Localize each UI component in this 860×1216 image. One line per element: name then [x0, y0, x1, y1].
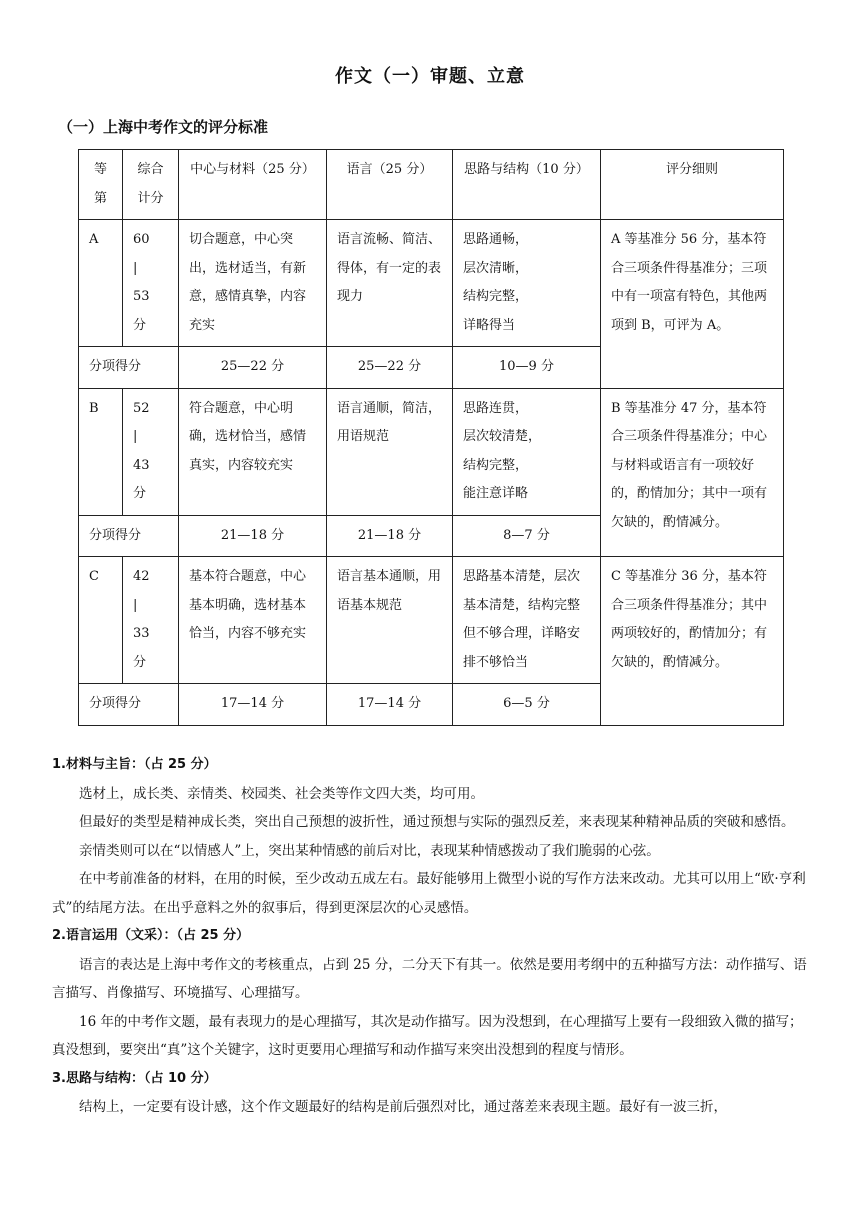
header-total: 综合计分	[123, 150, 179, 220]
points-sep: |	[133, 597, 138, 613]
grade-points	[123, 388, 179, 515]
structure-line: 结构完整，	[463, 289, 529, 304]
structure-criteria	[453, 220, 601, 347]
header-content: 中心与材料（25 分）	[179, 150, 327, 220]
points-unit: 分	[133, 486, 147, 501]
header-structure: 思路与结构（10 分）	[453, 150, 601, 220]
table-row	[79, 220, 784, 347]
grade-label: B	[79, 388, 123, 515]
header-language: 语言（25 分）	[327, 150, 453, 220]
sub-score-content: 17—14 分	[179, 684, 327, 726]
sub-score-content: 21—18 分	[179, 515, 327, 557]
scoring-table	[78, 149, 784, 726]
points-high: 52	[133, 400, 150, 416]
grade-points	[123, 557, 179, 684]
sub-score-content: 25—22 分	[179, 347, 327, 389]
sub-score-language: 17—14 分	[327, 684, 453, 726]
rules-detail: B 等基准分 47 分，基本符合三项条件得基准分；中心与材料或语言有一项较好的，酌情加分；其中一项有欠缺的，酌情减分。	[601, 388, 784, 557]
structure-criteria: 思路基本清楚，层次基本清楚，结构完整但不够合理，详略安排不够恰当	[453, 557, 601, 684]
paragraph: 结构上，一定要有设计感，这个作文题最好的结构是前后强烈对比，通过落差来表现主题。最好有一波三折，	[79, 1099, 727, 1115]
points-high: 60	[133, 232, 150, 247]
structure-line: 详略得当	[463, 317, 516, 333]
paragraph: 在中考前准备的材料，在用的时候，至少改动五成左右。最好能够用上微型小说的写作方法来改动。尤其可以用上“欧·亨利式”的结尾方法。在出乎意料之外的叙事后，得到更深层次的心灵感悟。	[52, 871, 806, 916]
points-low: 33	[133, 626, 150, 641]
sub-score-structure: 10—9 分	[453, 347, 601, 389]
paragraph: 选材上，成长类、亲情类、校园类、社会类等作文四大类，均可用。	[79, 785, 484, 802]
structure-line: 能注意详略	[463, 486, 529, 501]
header-grade: 等第	[79, 150, 123, 220]
points-unit: 分	[133, 654, 147, 670]
points-low: 43	[133, 457, 150, 473]
points-sep: |	[133, 429, 138, 444]
table-header-row	[79, 150, 784, 220]
article-body	[52, 751, 812, 1122]
points-unit: 分	[133, 317, 147, 333]
grade-points	[123, 220, 179, 347]
rules-detail: C 等基准分 36 分，基本符合三项条件得基准分；其中两项较好的，酌情加分；有欠缺的，酌情减分。	[601, 557, 784, 726]
structure-criteria	[453, 388, 601, 515]
sub-score-label: 分项得分	[79, 347, 179, 389]
table-row	[79, 557, 784, 684]
paragraph: 亲情类则可以在“以情感人”上，突出某种情感的前后对比，表现某种情感拨动了我们脆弱的心弦。	[79, 842, 660, 859]
rules-detail: A 等基准分 56 分，基本符合三项条件得基准分；三项中有一项富有特色，其他两项到 B，可评为 A。	[601, 220, 784, 389]
points-high: 42	[133, 569, 150, 584]
language-criteria: 语言通顺，简洁，用语规范	[327, 388, 453, 515]
structure-line: 层次清晰，	[463, 260, 529, 276]
paragraph: 语言的表达是上海中考作文的考核重点，占到 25 分，二分天下有其一。依然是要用考纲中的五种描写方法：动作描写、语言描写、肖像描写、环境描写、心理描写。	[52, 956, 807, 1001]
page-title: 作文（一）审题、立意	[335, 66, 525, 87]
grade-label: C	[79, 557, 123, 684]
sub-score-structure: 8—7 分	[453, 515, 601, 557]
language-criteria: 语言基本通顺，用语基本规范	[327, 557, 453, 684]
grade-label: A	[79, 220, 123, 347]
section-2-heading: 2.语言运用（文采）：（占 25 分）	[52, 928, 250, 943]
points-sep: |	[133, 260, 138, 276]
content-criteria: 符合题意，中心明确，选材恰当，感情真实，内容较充实	[179, 388, 327, 515]
structure-line: 思路通畅，	[463, 232, 529, 247]
sub-score-language: 21—18 分	[327, 515, 453, 557]
language-criteria: 语言流畅、简洁、得体，有一定的表现力	[327, 220, 453, 347]
paragraph: 但最好的类型是精神成长类，突出自己预想的波折性，通过预想与实际的强烈反差，来表现某种精神品质的突破和感悟。	[79, 814, 795, 830]
table-row	[79, 388, 784, 515]
sub-score-language: 25—22 分	[327, 347, 453, 389]
section-3-heading: 3.思路与结构：（占 10 分）	[52, 1070, 217, 1086]
content-criteria: 基本符合题意，中心基本明确，选材基本恰当，内容不够充实	[179, 557, 327, 684]
section-title: （一）上海中考作文的评分标准	[58, 118, 269, 136]
content-criteria: 切合题意，中心突出，选材适当，有新意，感情真挚，内容充实	[179, 220, 327, 347]
sub-score-label: 分项得分	[79, 684, 179, 726]
points-low: 53	[133, 289, 150, 304]
sub-score-structure: 6—5 分	[453, 684, 601, 726]
structure-line: 层次较清楚，	[463, 429, 542, 444]
sub-score-label: 分项得分	[79, 515, 179, 557]
section-1-heading: 1.材料与主旨：（占 25 分）	[52, 757, 217, 772]
header-rules: 评分细则	[601, 150, 784, 220]
structure-line: 结构完整，	[463, 457, 529, 473]
paragraph: 16 年的中考作文题，最有表现力的是心理描写，其次是动作描写。因为没想到，在心理描写上要有一段细致入微的描写；真没想到，要突出“真”这个关键字，这时更要用心理描写和动作描写来突出没想到的程度与情形。	[52, 1013, 803, 1058]
structure-line: 思路连贯，	[463, 400, 529, 416]
